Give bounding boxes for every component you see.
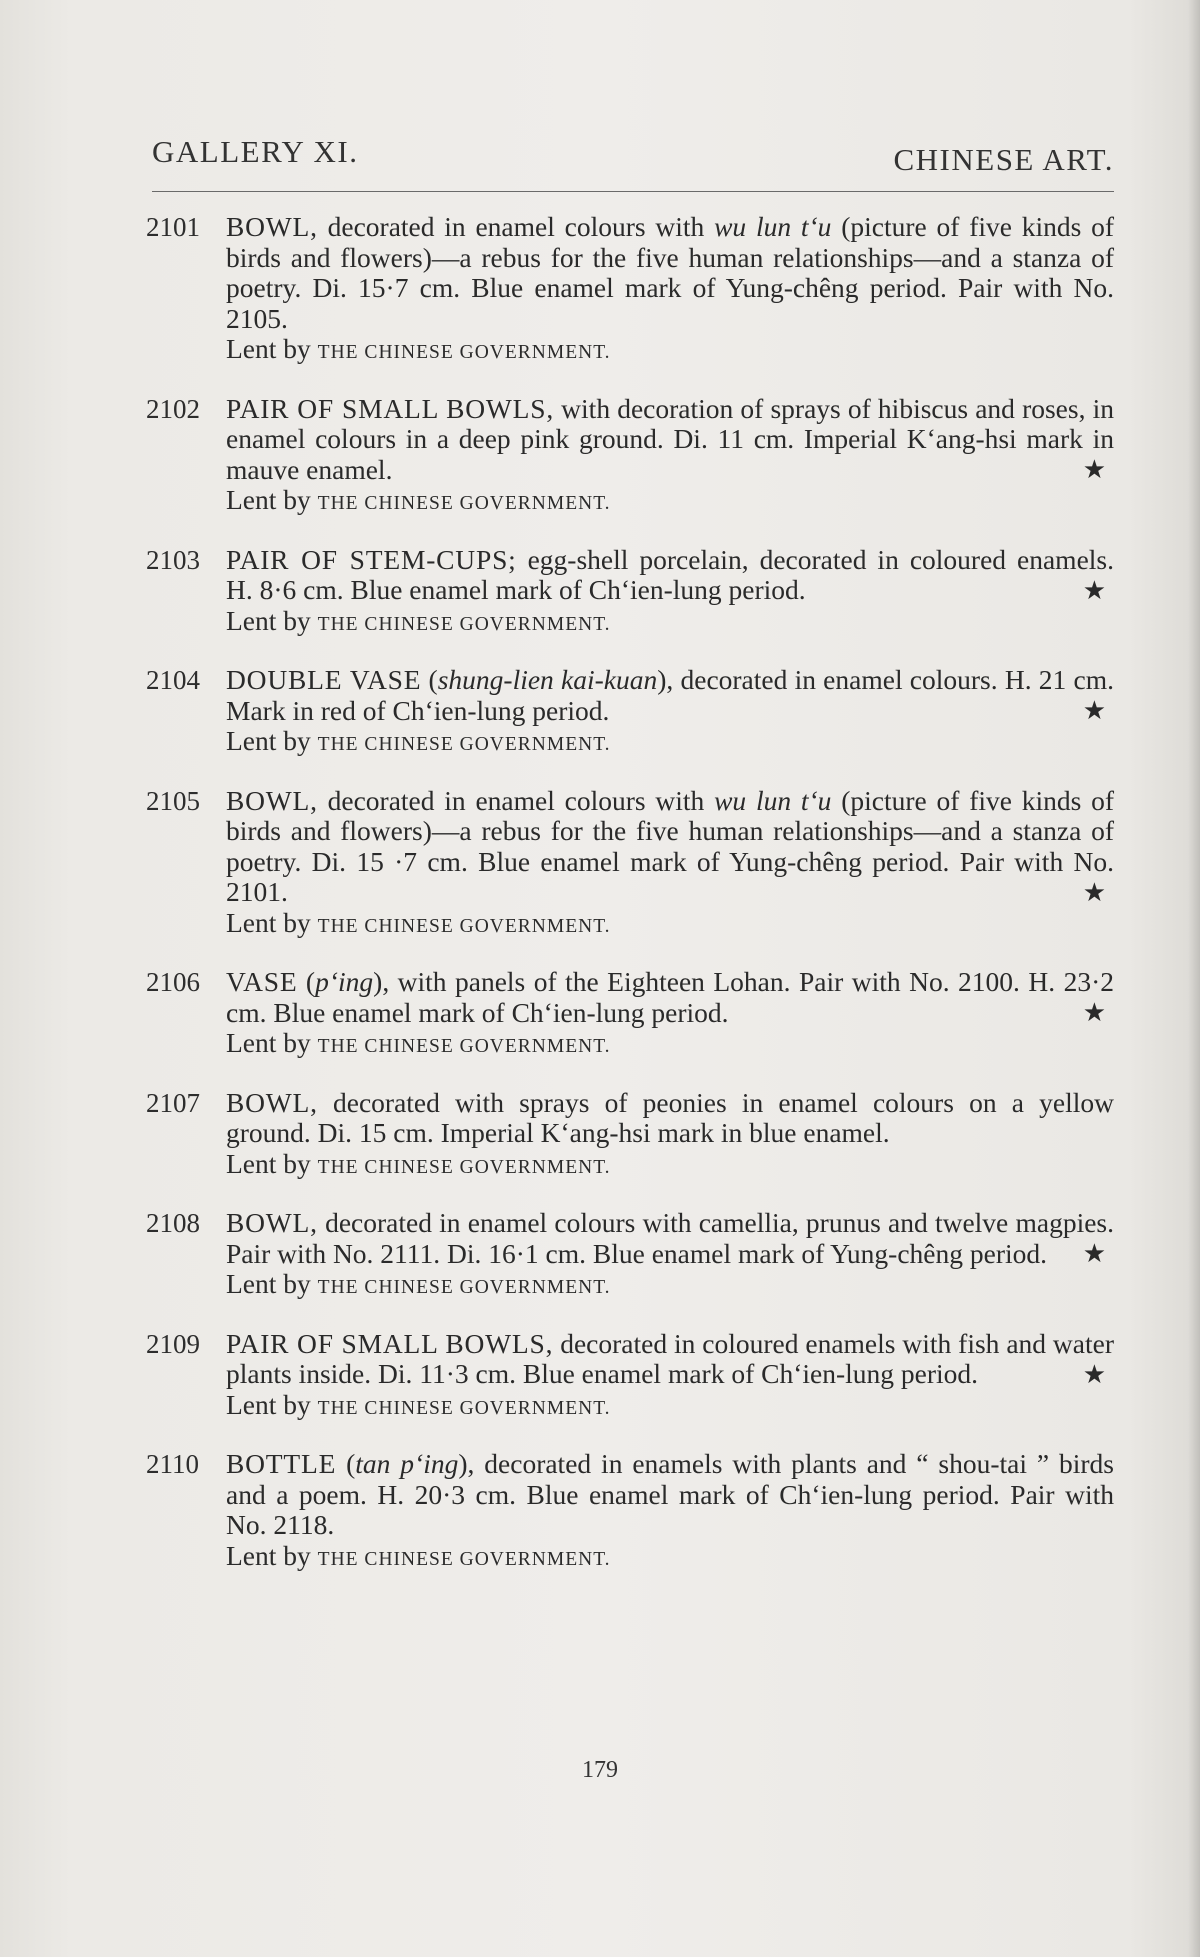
entry-number: 2104 [146, 665, 200, 695]
lender-line [226, 1541, 1114, 1576]
entry-description [226, 1449, 1114, 1541]
star-icon: ★ [1082, 998, 1106, 1028]
lender-name: THE CHINESE GOVERNMENT. [317, 613, 611, 635]
entry-description [226, 1329, 1114, 1390]
catalogue-entry-2101 [146, 212, 1114, 369]
entry-number: 2109 [146, 1328, 200, 1359]
lent-by-label: Lent by [226, 1539, 311, 1571]
star-icon: ★ [1082, 877, 1106, 908]
lender-name: THE CHINESE GOVERNMENT. [317, 1277, 611, 1298]
lender-name: THE CHINESE GOVERNMENT. [317, 1036, 611, 1057]
entry-desc-part: with decoration of sprays of hibiscus and roses, in enamel colours in a deep pink ground. Di. 11 cm. Imperial K‘ang-hsi mark in mauve enamel. [226, 392, 1114, 485]
lender-line [226, 606, 1114, 641]
entry-title: BOWL, [226, 784, 318, 816]
entry-desc-part: (picture of five kinds of birds and flowers)—a rebus for the five human relationships—and a stanza of poetry. Di. 15·7 cm. Blue enamel mark of Yung-chêng period. Pair with No. 2105. [226, 211, 1115, 334]
lender-name: THE CHINESE GOVERNMENT. [317, 1548, 611, 1570]
catalogue-entries [146, 212, 1114, 1600]
entry-desc-part: decorated with sprays of peonies in enamel colours on a yellow ground. Di. 15 cm. Imperial K‘ang-hsi mark in blue enamel. [226, 1086, 1114, 1148]
lender-name: THE CHINESE GOVERNMENT. [317, 342, 611, 363]
entry-number: 2101 [146, 212, 200, 242]
entry-desc-part: decorated in enamel colours with [317, 784, 715, 816]
catalogue-entry-2103 [146, 545, 1114, 641]
lent-by-label: Lent by [226, 1027, 311, 1058]
star-icon: ★ [1082, 1359, 1106, 1390]
entry-italic-term: wu lun t‘u [714, 784, 832, 816]
star-icon: ★ [1082, 696, 1106, 726]
entry-italic-term: shung-lien kai-kuan [437, 664, 658, 695]
entry-desc-part: (picture of five kinds of birds and flowers)—a rebus for the five human relationships—and a stanza of poetry. Di. 15 ·7 cm. Blue enamel mark of Yung-chêng period. Pair with No. 2101. [226, 784, 1115, 907]
catalogue-entry-2105 [146, 786, 1114, 943]
entry-number: 2108 [146, 1208, 200, 1238]
catalogue-entry-2108 [146, 1208, 1114, 1304]
entry-italic-term: p‘ing [315, 966, 374, 997]
entry-title: DOUBLE VASE [226, 664, 422, 695]
entry-description [226, 1208, 1114, 1269]
page-edge-shadow [1188, 0, 1200, 1957]
entry-italic-term: wu lun t‘u [714, 211, 832, 242]
lent-by-label: Lent by [226, 333, 311, 364]
lent-by-label: Lent by [226, 725, 311, 756]
catalogue-entry-2110 [146, 1449, 1114, 1575]
running-head [152, 128, 1114, 178]
entry-number: 2102 [146, 393, 200, 424]
star-icon: ★ [1082, 575, 1106, 606]
lender-line [226, 1149, 1114, 1184]
lent-by-label: Lent by [226, 484, 311, 515]
entry-number: 2106 [146, 967, 200, 997]
entry-desc-part: ), decorated in enamel colours. H. 21 cm. Mark in red of Ch‘ien-lung period. [226, 664, 1114, 726]
running-head-section: CHINESE ART. [893, 142, 1114, 177]
entry-title: BOWL, [226, 211, 318, 242]
entry-description [226, 786, 1114, 908]
entry-number: 2107 [146, 1087, 200, 1118]
entry-desc-part: decorated in enamel colours with [317, 211, 715, 242]
entry-description [226, 1088, 1114, 1149]
lent-by-label: Lent by [226, 1388, 311, 1420]
lender-line [226, 1269, 1114, 1304]
lent-by-label: Lent by [226, 1268, 311, 1299]
lender-line [226, 334, 1114, 369]
lender-line [226, 485, 1114, 520]
lent-by-label: Lent by [226, 1147, 311, 1179]
entry-desc-part: egg-shell porcelain, decorated in coloured enamels. H. 8·6 cm. Blue enamel mark of Ch‘ien-lung period. [226, 543, 1114, 605]
star-icon: ★ [1082, 455, 1106, 485]
lender-line [226, 726, 1114, 761]
entry-title: VASE [226, 966, 298, 997]
entry-title: PAIR OF STEM-CUPS; [226, 543, 517, 575]
lent-by-label: Lent by [226, 604, 311, 636]
entry-title: PAIR OF SMALL BOWLS, [226, 392, 555, 424]
catalogue-entry-2104 [146, 665, 1114, 761]
entry-desc-part: ( [336, 1448, 356, 1479]
entry-number: 2105 [146, 785, 200, 816]
header-rule [152, 191, 1114, 192]
star-icon: ★ [1082, 1239, 1106, 1269]
entry-desc-part: ( [421, 664, 438, 695]
lender-line [226, 1028, 1114, 1063]
entry-description [226, 394, 1114, 486]
page-number: 179 [582, 1757, 618, 1783]
entry-title: PAIR OF SMALL BOWLS, [226, 1327, 554, 1359]
entry-number: 2110 [146, 1449, 199, 1479]
lender-name: THE CHINESE GOVERNMENT. [317, 493, 611, 514]
entry-title: BOTTLE [226, 1448, 337, 1479]
entry-desc-part: ( [297, 966, 316, 997]
lender-name: THE CHINESE GOVERNMENT. [317, 734, 611, 755]
lent-by-label: Lent by [226, 906, 311, 938]
lender-name: THE CHINESE GOVERNMENT. [317, 1156, 611, 1178]
entry-description [226, 212, 1114, 334]
entry-description [226, 665, 1114, 726]
catalogue-entry-2107 [146, 1088, 1114, 1184]
entry-number: 2103 [146, 544, 200, 575]
entry-desc-part: ), with panels of the Eighteen Lohan. Pair with No. 2100. H. 23·2 cm. Blue enamel mark of Ch‘ien-lung period. [226, 966, 1114, 1028]
catalogue-entry-2109 [146, 1329, 1114, 1425]
lender-name: THE CHINESE GOVERNMENT. [317, 915, 611, 937]
entry-title: BOWL, [226, 1207, 318, 1238]
catalogue-entry-2102 [146, 394, 1114, 520]
entry-description [226, 545, 1114, 606]
entry-desc-part: ), decorated in enamels with plants and “ shou-tai ” birds and a poem. H. 20·3 cm. Blue enamel mark of Ch‘ien-lung period. Pair with No. 2118. [226, 1448, 1114, 1540]
entry-italic-term: tan p‘ing [355, 1448, 459, 1479]
running-head-gallery: GALLERY XI. [152, 134, 359, 169]
lender-line [226, 908, 1114, 943]
catalogue-entry-2106 [146, 967, 1114, 1063]
entry-description [226, 967, 1114, 1028]
lender-name: THE CHINESE GOVERNMENT. [317, 1397, 611, 1419]
entry-desc-part: decorated in coloured enamels with fish and water plants inside. Di. 11·3 cm. Blue enamel mark of Ch‘ien-lung period. [226, 1327, 1114, 1389]
entry-title: BOWL, [226, 1086, 318, 1118]
lender-line [226, 1390, 1114, 1425]
entry-desc-part: decorated in enamel colours with camellia, prunus and twelve magpies. Pair with No. 2111. Di. 16·1 cm. Blue enamel mark of Yung-chêng period. [226, 1207, 1114, 1269]
